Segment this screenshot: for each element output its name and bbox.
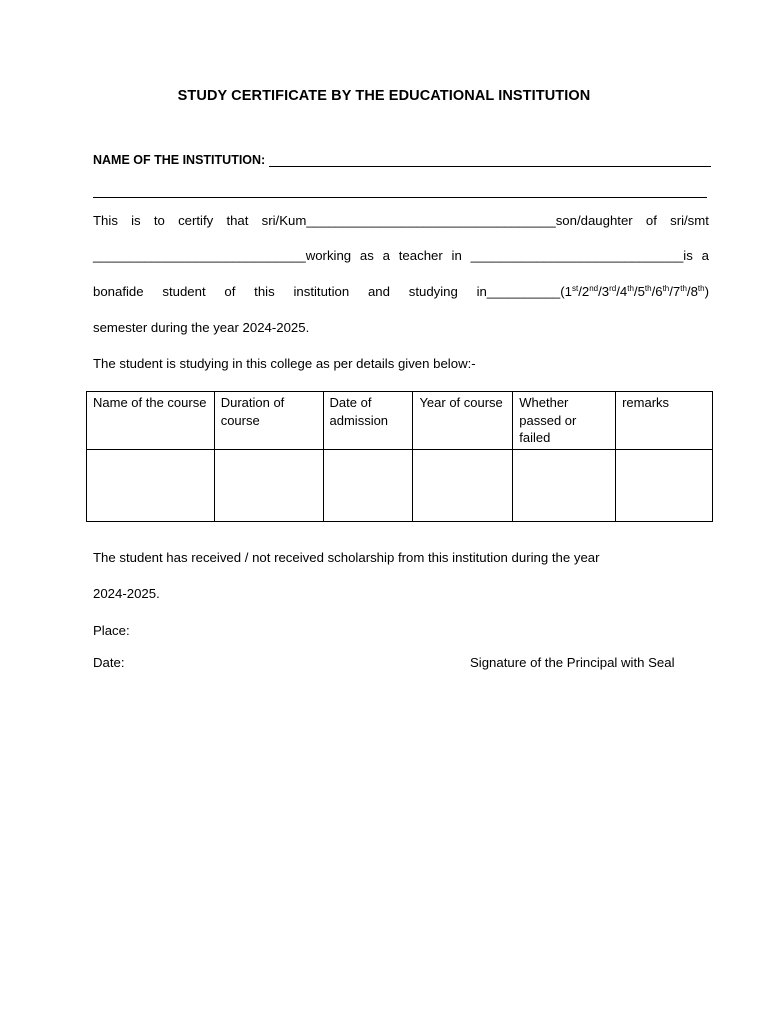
place-label: Place: bbox=[93, 623, 130, 638]
text-word: bonafide bbox=[93, 284, 144, 299]
text-word: in bbox=[451, 248, 462, 263]
institution-label: NAME OF THE INSTITUTION: bbox=[93, 153, 266, 167]
semester-options: in__________(1st/2nd/3rd/4th/5th/6th/7th/8th) bbox=[476, 284, 709, 299]
text-word: institution bbox=[293, 284, 350, 299]
table-cell bbox=[513, 449, 616, 521]
column-header-year: Year of course bbox=[413, 392, 513, 450]
institution-name-row bbox=[93, 153, 711, 167]
table-row bbox=[87, 449, 713, 521]
text-word: teacher bbox=[398, 248, 443, 263]
course-details-table bbox=[86, 391, 713, 522]
details-intro-line: The student is studying in this college as per details given below:- bbox=[93, 356, 476, 371]
text-word: of bbox=[645, 213, 657, 228]
text-word: is bbox=[131, 213, 141, 228]
institution-name-blank bbox=[269, 153, 711, 167]
text-word: sri/smt bbox=[670, 213, 709, 228]
table-cell bbox=[616, 449, 713, 521]
scholarship-year-line: 2024-2025. bbox=[93, 586, 160, 601]
school-name-blank: _____________________________is bbox=[470, 248, 693, 263]
date-label: Date: bbox=[93, 655, 125, 670]
table-cell bbox=[214, 449, 323, 521]
parent-name-blank: _____________________________working bbox=[93, 248, 352, 263]
text-word: This bbox=[93, 213, 118, 228]
page-title: STUDY CERTIFICATE BY THE EDUCATIONAL INSTITUTION bbox=[177, 88, 591, 104]
certify-line-1 bbox=[93, 213, 709, 228]
column-header-admission-date: Date of admission bbox=[323, 392, 413, 450]
table-cell bbox=[323, 449, 413, 521]
text-word: as bbox=[359, 248, 374, 263]
column-header-result: Whether passed or failed bbox=[513, 392, 616, 450]
column-header-course-name: Name of the course bbox=[87, 392, 215, 450]
student-name-blank: sri/Kum__________________________________son/daughter bbox=[261, 213, 633, 228]
text-word: studying bbox=[408, 284, 458, 299]
text-word: this bbox=[254, 284, 275, 299]
text-word: and bbox=[367, 284, 390, 299]
certify-line-3 bbox=[93, 284, 709, 299]
table-header-row bbox=[87, 392, 713, 450]
principal-signature-label: Signature of the Principal with Seal bbox=[470, 655, 675, 670]
column-header-remarks: remarks bbox=[616, 392, 713, 450]
table-cell bbox=[87, 449, 215, 521]
text-word: a bbox=[382, 248, 390, 263]
text-word: that bbox=[226, 213, 249, 228]
scholarship-line: The student has received / not received scholarship from this institution during the year bbox=[93, 550, 600, 565]
column-header-duration: Duration of course bbox=[214, 392, 323, 450]
text-word: student bbox=[162, 284, 206, 299]
text-word: of bbox=[224, 284, 236, 299]
text-word: to bbox=[153, 213, 165, 228]
institution-name-blank-line-2 bbox=[93, 197, 707, 198]
table-cell bbox=[413, 449, 513, 521]
certify-line-2 bbox=[93, 248, 709, 263]
text-word: a bbox=[701, 248, 709, 263]
text-word: certify bbox=[178, 213, 214, 228]
semester-year-line: semester during the year 2024-2025. bbox=[93, 320, 310, 335]
